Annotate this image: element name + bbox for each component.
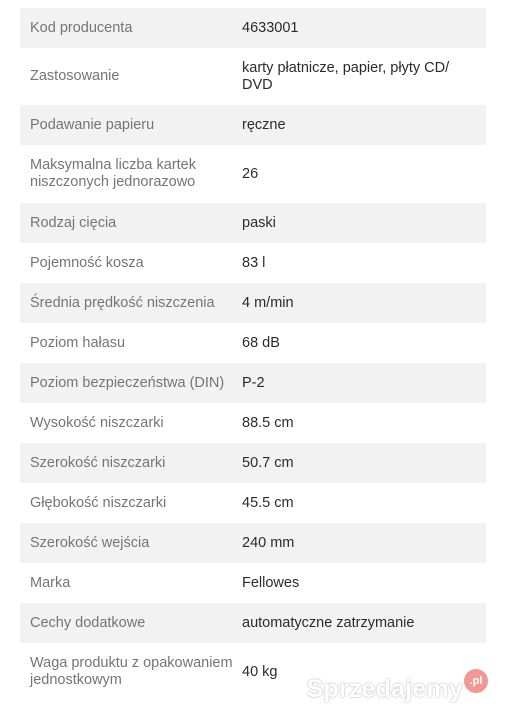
spec-row-szerokosc [20,443,486,483]
spec-value: 88.5 cm [242,414,294,431]
spec-value: paski [242,214,276,231]
spec-value: 83 l [242,254,266,271]
spec-row-szerokosc-wejscia [20,523,486,563]
spec-label: Szerokość niszczarki [30,454,166,471]
spec-value: 68 dB [242,334,280,351]
spec-row-kod-producenta [20,8,486,48]
spec-row-poziom-halasu [20,323,486,363]
spec-label: Waga produktu z opakowaniem jednostkowym [30,655,233,688]
spec-label: Marka [30,574,71,591]
spec-row-marka [20,563,486,603]
spec-row-podawanie-papieru [20,105,486,145]
spec-row-rodzaj-ciecia [20,203,486,243]
spec-row-wysokosc [20,403,486,443]
sprzedajemy-watermark [307,675,488,704]
spec-value: automatyczne zatrzymanie [242,614,415,631]
spec-row-cechy-dodatkowe [20,603,486,643]
watermark-text: Sprzedajemy [306,675,463,703]
spec-value: karty płatnicze, papier, płyty CD/ DVD [242,59,450,93]
spec-row-glebokosc [20,483,486,523]
watermark-badge: .pl [464,669,488,693]
spec-table [20,8,486,701]
spec-value: 240 mm [242,534,295,551]
spec-value: 50.7 cm [242,454,294,471]
spec-label: Głębokość niszczarki [30,494,167,511]
spec-label: Maksymalna liczba kartek niszczonych jednorazowo [30,157,196,190]
spec-label: Pojemność kosza [30,254,144,271]
spec-label: Średnia prędkość niszczenia [30,294,215,311]
spec-row-srednia-predkosc [20,283,486,323]
spec-row-zastosowanie [20,48,486,105]
spec-label: Podawanie papieru [30,116,155,133]
spec-label: Zastosowanie [30,68,120,84]
spec-value: 40 kg [242,663,278,680]
spec-row-pojemnosc-kosza [20,243,486,283]
spec-label: Rodzaj cięcia [30,214,117,231]
spec-row-maksymalna-liczba-kartek [20,145,486,203]
spec-value: 26 [242,165,259,182]
spec-value: 4633001 [242,19,299,36]
spec-label: Wysokość niszczarki [30,414,164,431]
spec-value: P-2 [242,374,265,391]
spec-value: 45.5 cm [242,494,294,511]
spec-label: Kod producenta [30,19,133,36]
spec-label: Szerokość wejścia [30,534,150,551]
spec-value: Fellowes [242,574,300,591]
spec-value: ręczne [242,116,286,133]
spec-row-poziom-bezpieczenstwa [20,363,486,403]
spec-label: Poziom bezpieczeństwa (DIN) [30,374,225,391]
spec-value: 4 m/min [242,294,294,311]
spec-label: Cechy dodatkowe [30,614,146,631]
spec-label: Poziom hałasu [30,334,126,351]
